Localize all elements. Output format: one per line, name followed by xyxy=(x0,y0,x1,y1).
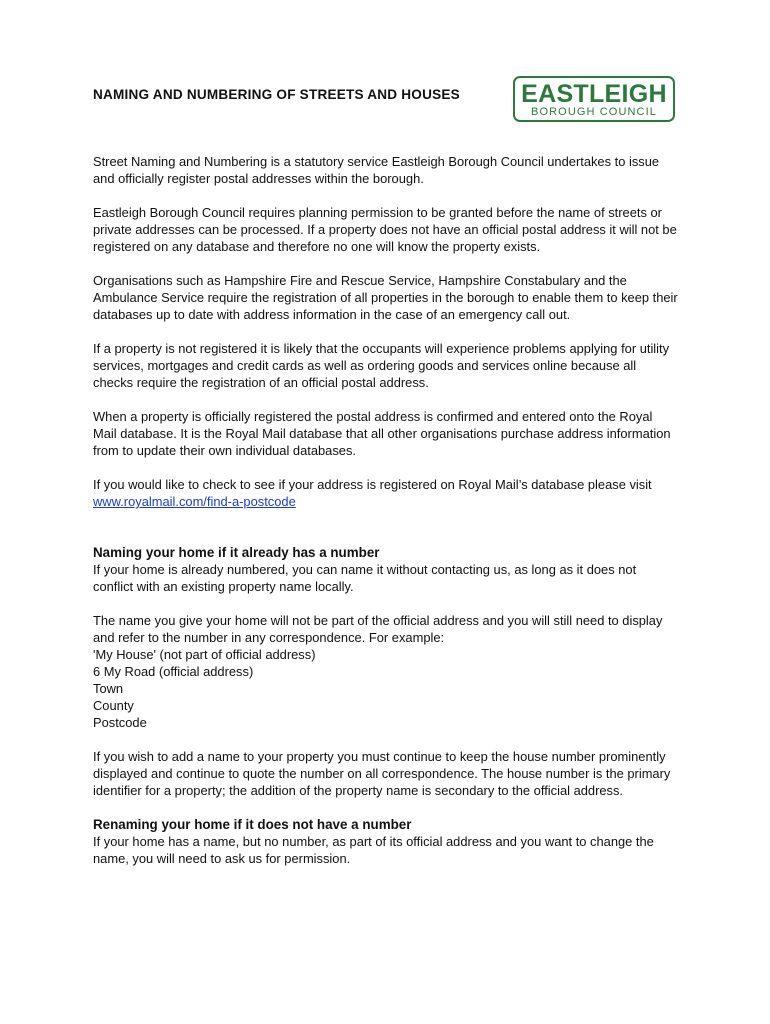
example-address-line: County xyxy=(93,698,134,713)
example-address-line: Postcode xyxy=(93,715,147,730)
check-address-text: If you would like to check to see if your address is registered on Royal Mail’s database please visit xyxy=(93,477,652,492)
paragraph-royal-mail: When a property is officially registered the postal address is confirmed and entered onto the Royal Mail database. It is the Royal Mail database that all other organisations purchase address information from to update their own individual databases. xyxy=(93,409,671,458)
page-title: NAMING AND NUMBERING OF STREETS AND HOUSES xyxy=(93,87,460,102)
council-logo xyxy=(513,76,675,122)
paragraph-unregistered: If a property is not registered it is likely that the occupants will experience problems applying for utility services, mortgages and credit cards as well as ordering goods and services online because all checks require the registration of an official postal address. xyxy=(93,341,670,390)
paragraph-organisations: Organisations such as Hampshire Fire and Rescue Service, Hampshire Constabulary and the Ambulance Service require the registration of all properties in the borough to enable them to keep their databases up to date with address information in the case of an emergency call out. xyxy=(93,273,678,322)
example-address-line: Town xyxy=(93,681,124,696)
paragraph-intro: Street Naming and Numbering is a statutory service Eastleigh Borough Council undertakes to issue and officially register postal addresses within the borough. xyxy=(93,154,660,186)
royal-mail-link[interactable]: www.royalmail.com/find-a-postcode xyxy=(93,494,296,509)
logo-line-eastleigh: EASTLEIGH xyxy=(521,80,667,108)
section-heading-renaming: Renaming your home if it does not have a number xyxy=(93,817,412,832)
example-address-line: 6 My Road (official address) xyxy=(93,664,254,679)
paragraph-renaming: If your home has a name, but no number, as part of its official address and you want to change the name, you will need to ask us for permission. xyxy=(93,834,654,866)
paragraph-numbered-closing: If you wish to add a name to your property you must continue to keep the house number prominently displayed and continue to quote the number on all correspondence. The house number is the primary identifier for a property; the addition of the property name is secondary to the official address. xyxy=(93,749,671,798)
document-body xyxy=(93,153,678,884)
paragraph-check-address xyxy=(93,476,678,510)
example-address-line: 'My House' (not part of official address) xyxy=(93,647,316,662)
paragraph-numbered-intro: If your home is already numbered, you can name it without contacting us, as long as it does not conflict with an existing property name locally. xyxy=(93,562,637,594)
section-heading-numbered: Naming your home if it already has a number xyxy=(93,545,380,560)
paragraph-example-intro: The name you give your home will not be part of the official address and you will still need to display and refer to the number in any correspondence. For example: xyxy=(93,613,663,645)
logo-line-borough-council: BOROUGH COUNCIL xyxy=(531,106,657,118)
paragraph-planning: Eastleigh Borough Council requires planning permission to be granted before the name of streets or private addresses can be processed. If a property does not have an official postal address it will not be registered on any database and therefore no one will know the property exists. xyxy=(93,205,677,254)
example-address xyxy=(93,646,678,731)
